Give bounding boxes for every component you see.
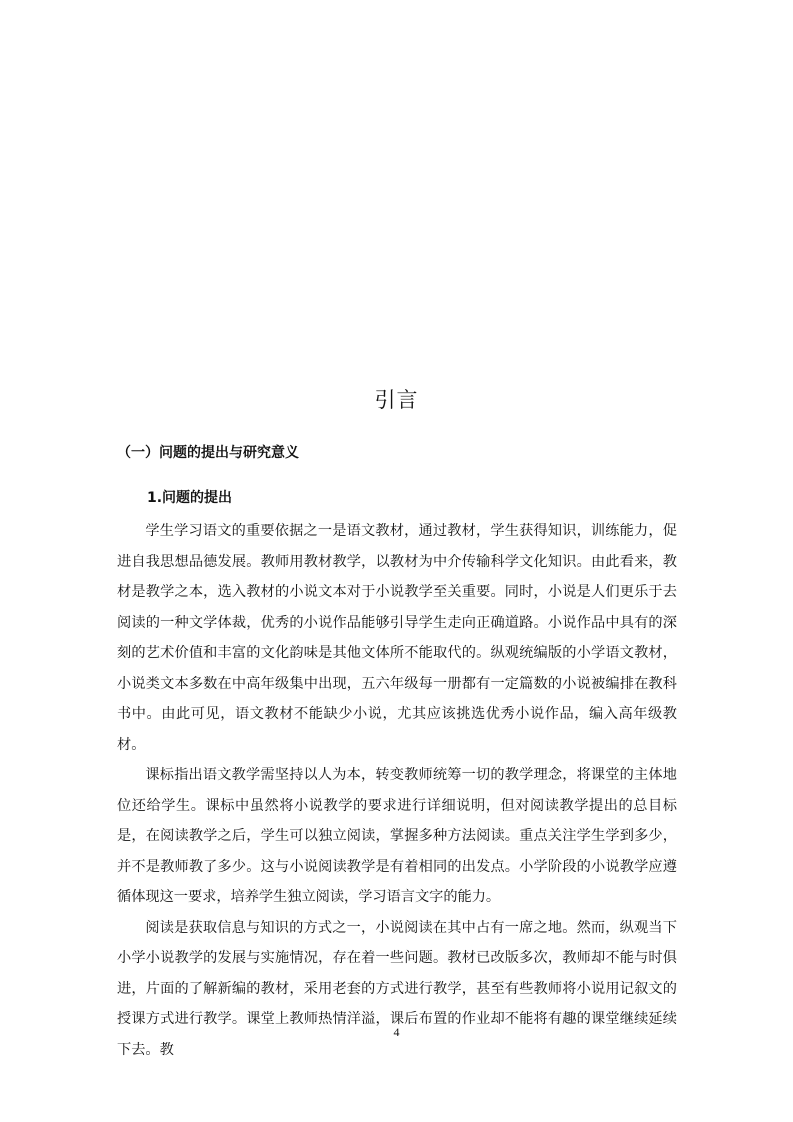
body-text — [117, 516, 677, 1065]
section-heading: （一）问题的提出与研究意义 — [117, 445, 299, 461]
paragraph: 学生学习语文的重要依据之一是语文教材，通过教材，学生获得知识，训练能力，促进自我思想品德发展。教师用教材教学，以教材为中介传输科学文化知识。由此看来，教材是教学之本，选入教材的小说文本对于小说教学至关重要。同时，小说是人们更乐于去阅读的一种文学体裁，优秀的小说作品能够引导学生走向正确道路。小说作品中具有的深刻的艺术价值和丰富的文化韵味是其他文体所不能取代的。纵观统编版的小学语文教材，小说类文本多数在中高年级集中出现，五六年级每一册都有一定篇数的小说被编排在教科书中。由此可见，语文教材不能缺少小说，尤其应该挑选优秀小说作品，编入高年级教材。 — [117, 523, 677, 753]
page-title: 引言 — [374, 388, 419, 412]
page-number: 4 — [393, 1025, 400, 1039]
paragraph: 阅读是获取信息与知识的方式之一，小说阅读在其中占有一席之地。然而，纵观当下小学小说教学的发展与实施情况，存在着一些问题。教材已改版多次，教师却不能与时俱进，片面的了解新编的教材，采用老套的方式进行教学，甚至有些教师将小说用记叙文的授课方式进行教学。课堂上教师热情洋溢，课后布置的作业却不能将有趣的课堂继续延续下去。教 — [117, 919, 677, 1058]
subsection-heading: 1.问题的提出 — [147, 490, 233, 506]
paragraph: 课标指出语文教学需坚持以人为本，转变教师统筹一切的教学理念，将课堂的主体地位还给学生。课标中虽然将小说教学的要求进行详细说明，但对阅读教学提出的总目标是，在阅读教学之后，学生可以独立阅读，掌握多种方法阅读。重点关注学生学到多少，并不是教师教了多少。这与小说阅读教学是有着相同的出发点。小学阶段的小说教学应遵循体现这一要求，培养学生独立阅读，学习语言文字的能力。 — [117, 767, 677, 905]
